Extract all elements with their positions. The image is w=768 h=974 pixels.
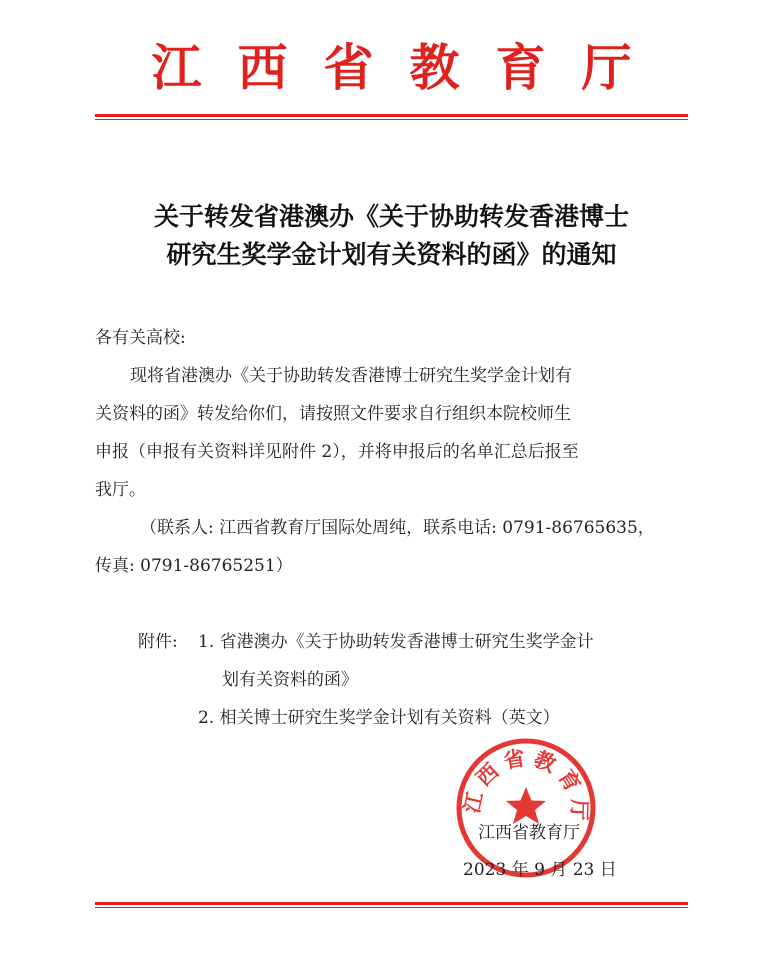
document-title: [95, 198, 688, 274]
header-rule-thin: [95, 119, 688, 120]
body-paragraph-line: 我厅。: [95, 480, 146, 500]
issuing-authority-title: 江西省教育厅: [151, 38, 668, 97]
header-rule-thick: [95, 114, 688, 117]
body-paragraph-line: 申报（申报有关资料详见附件 2），并将申报后的名单汇总后报至: [95, 442, 579, 462]
document-title-line-2: 研究生奖学金计划有关资料的函》的通知: [166, 240, 617, 269]
body-paragraph-line: 关资料的函》转发给你们，请按照文件要求自行组织本院校师生: [95, 404, 571, 424]
document-title-line-1: 关于转发省港澳办《关于协助转发香港博士: [153, 202, 629, 231]
signature-date: 2023 年 9 月 23 日: [463, 860, 617, 880]
attachment-item-2: 2. 相关博士研究生奖学金计划有关资料（英文）: [198, 708, 560, 728]
attachments-label: 附件:: [138, 632, 178, 652]
attachment-item-1-continued: 划有关资料的函》: [222, 670, 358, 690]
contact-line: 传真: 0791-86765251）: [95, 556, 293, 576]
attachment-item-1: 1. 省港澳办《关于协助转发香港博士研究生奖学金计: [198, 632, 594, 652]
body-paragraph-line: 现将省港澳办《关于协助转发香港博士研究生奖学金计划有: [130, 366, 572, 386]
footer-rule-thin: [95, 907, 688, 908]
seal-text: 江西省教育厅: [458, 744, 593, 827]
signature-organization: 江西省教育厅: [478, 823, 580, 843]
contact-line: （联系人: 江西省教育厅国际处周纯，联系电话: 0791-86765635，: [140, 518, 655, 538]
footer-rule-thick: [95, 902, 688, 905]
salutation: 各有关高校:: [95, 328, 186, 348]
